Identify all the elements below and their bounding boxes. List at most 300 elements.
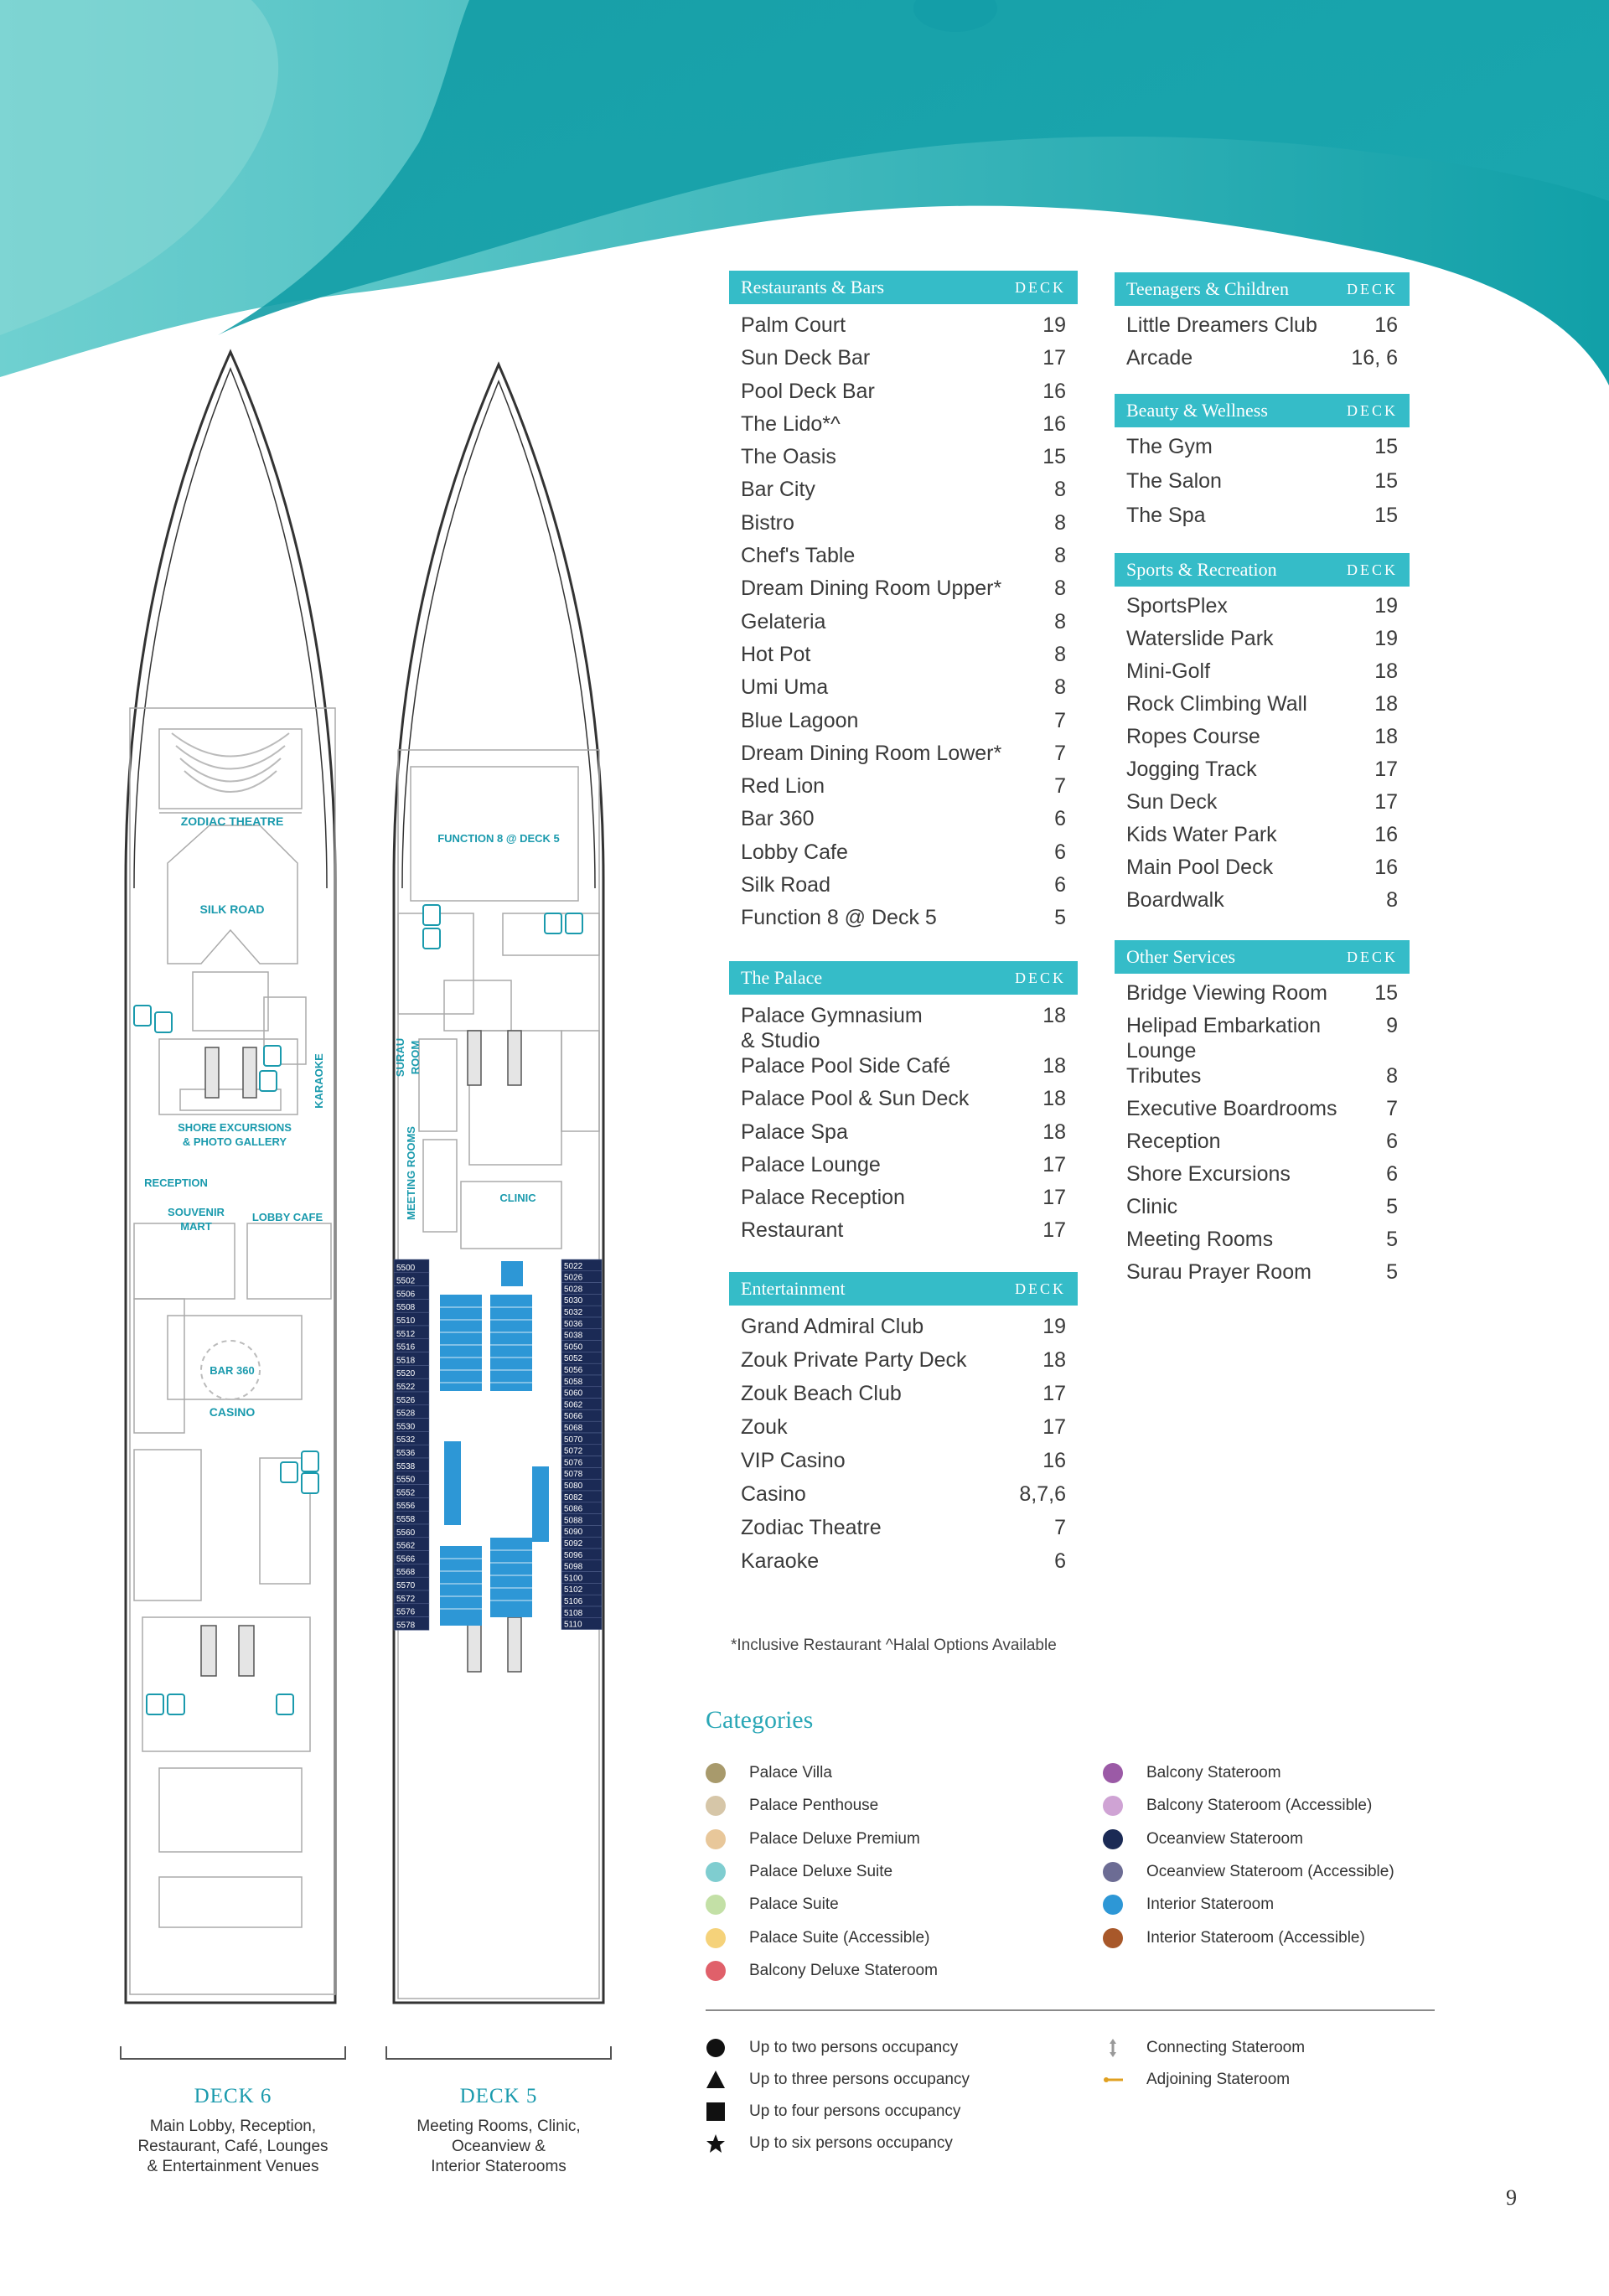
label-surau: SURAU [394, 1037, 406, 1078]
table-deck-header: DECK [1015, 1280, 1066, 1297]
table-row [1115, 789, 1410, 822]
venue-deck: 8 [1386, 1064, 1398, 1088]
venue-name: Arcade [1126, 346, 1193, 370]
venue-deck: 9 [1386, 1014, 1398, 1037]
venue-name: Gelateria [741, 609, 826, 633]
category-label: Balcony Stateroom (Accessible) [1146, 1797, 1373, 1815]
venue-deck: 16 [1042, 379, 1066, 403]
table-row [729, 609, 1078, 642]
venue-deck: 8 [1054, 478, 1066, 502]
deck5-bracket [385, 2046, 612, 2060]
venue-name: Zodiac Theatre [741, 1516, 882, 1539]
venue-name: Palm Court [741, 313, 846, 337]
stateroom-number: 5536 [396, 1449, 416, 1458]
category-label: Palace Penthouse [749, 1797, 879, 1815]
venue-name: The Lido*^ [741, 411, 841, 436]
venue-deck: 5 [1054, 906, 1066, 930]
occupancy-item-label: Up to six persons occupancy [749, 2134, 953, 2152]
stateroom-number: 5092 [564, 1539, 583, 1549]
stateroom-number: 5066 [564, 1412, 583, 1422]
square-icon [706, 2102, 726, 2122]
connection-item-label: Adjoining Stateroom [1146, 2071, 1291, 2088]
connecting-icon [1103, 2038, 1123, 2058]
stateroom-number: 5102 [564, 1585, 583, 1595]
table-row [1115, 313, 1410, 345]
venue-deck: 17 [1042, 1152, 1066, 1176]
venue-name: Reception [1126, 1130, 1221, 1153]
label-mart: MART [180, 1220, 212, 1233]
connection-item-label: Connecting Stateroom [1146, 2039, 1306, 2056]
category-swatch-icon [706, 1862, 726, 1882]
stateroom-number: 5052 [564, 1354, 583, 1364]
venue-name: Little Dreamers Club [1126, 313, 1317, 337]
venue-deck: 7 [1054, 1516, 1066, 1539]
stateroom-number: 5552 [396, 1488, 416, 1498]
venue-name: Pool Deck Bar [741, 379, 875, 403]
table-deck-header: DECK [1347, 561, 1398, 578]
deck6-bracket [120, 2046, 346, 2060]
stateroom-number: 5022 [564, 1261, 583, 1271]
venue-name: Sun Deck Bar [741, 346, 871, 370]
venue-deck: 8 [1386, 888, 1398, 912]
venue-deck: 16 [1042, 411, 1066, 436]
stateroom-number: 5570 [396, 1581, 416, 1590]
table-row [729, 1086, 1078, 1119]
table-row [1115, 757, 1410, 789]
table-header [1115, 940, 1410, 974]
stateroom-number: 5110 [564, 1620, 582, 1630]
table-row [729, 840, 1078, 872]
table-row [1115, 822, 1410, 855]
venue-deck: 17 [1042, 1382, 1066, 1405]
venue-name: Casino [741, 1482, 806, 1506]
venue-deck: 8 [1054, 544, 1066, 568]
table-row [729, 872, 1078, 905]
stateroom-number: 5038 [564, 1331, 583, 1341]
venue-deck: 16 [1374, 313, 1398, 337]
venue-name: Clinic [1126, 1195, 1178, 1218]
deck5-description-line: Oceanview & [452, 2138, 546, 2155]
venue-name: Bar 360 [741, 807, 815, 831]
venue-deck: 18 [1042, 1054, 1066, 1078]
venue-name: Zouk Private Party Deck [741, 1348, 967, 1372]
venue-deck: 18 [1374, 692, 1398, 716]
table-row [729, 345, 1078, 378]
category-item [706, 1895, 839, 1915]
table-row [729, 1482, 1078, 1515]
page-number: 9 [1506, 2185, 1517, 2210]
category-swatch-icon [1103, 1862, 1123, 1882]
venue-name: Bar City [741, 478, 815, 502]
venue-name: Palace Gymnasium & Studio [741, 1004, 923, 1052]
venue-name: The Salon [1126, 469, 1222, 493]
table-title: Beauty & Wellness [1126, 400, 1268, 421]
table-beauty-wellness [1115, 394, 1410, 537]
circle-icon [706, 2038, 726, 2058]
category-label: Oceanview Stateroom [1146, 1829, 1303, 1848]
stateroom-number: 5030 [564, 1296, 583, 1306]
label-reception: RECEPTION [144, 1176, 208, 1189]
occupancy-item-label: Up to two persons occupancy [749, 2039, 959, 2056]
star-icon [706, 2133, 726, 2154]
venue-name: Palace Pool & Sun Deck [741, 1087, 970, 1111]
venue-deck: 8 [1054, 609, 1066, 633]
stateroom-number: 5560 [396, 1528, 416, 1538]
venue-deck: 8 [1054, 675, 1066, 700]
table-row [729, 708, 1078, 741]
table-row [1115, 1013, 1410, 1063]
venue-deck: 6 [1054, 840, 1066, 864]
venue-name: Main Pool Deck [1126, 856, 1274, 879]
venue-name: Umi Uma [741, 675, 829, 700]
footnote: *Inclusive Restaurant ^Halal Options Available [731, 1637, 1057, 1654]
venue-deck: 15 [1374, 469, 1398, 493]
deck5-cabins-right [561, 1259, 602, 1630]
category-item [1103, 1862, 1394, 1882]
deck5-title: DECK 5 [459, 2085, 538, 2107]
table-row [1115, 691, 1410, 724]
venue-deck: 5 [1386, 1228, 1398, 1251]
label-zodiac-theatre: ZODIAC THEATRE [180, 814, 284, 828]
stateroom-number: 5516 [396, 1342, 416, 1352]
stateroom-number: 5080 [564, 1482, 583, 1491]
venue-deck: 8,7,6 [1019, 1482, 1066, 1506]
venue-name: SportsPlex [1126, 594, 1228, 618]
venue-name: Ropes Course [1126, 725, 1260, 748]
venue-deck: 8 [1054, 577, 1066, 601]
venue-name: Jogging Track [1126, 758, 1257, 781]
venue-deck: 17 [1042, 1218, 1066, 1243]
stateroom-number: 5100 [564, 1574, 583, 1584]
venue-deck: 16, 6 [1351, 346, 1398, 370]
table-row [729, 905, 1078, 938]
table-row [729, 1218, 1078, 1250]
stateroom-number: 5558 [396, 1515, 416, 1524]
connection-item [1103, 2038, 1305, 2058]
table-row [729, 773, 1078, 806]
label-lobby-cafe: LOBBY CAFE [251, 1211, 323, 1223]
venue-name: Restaurant [741, 1218, 844, 1243]
venue-deck: 18 [1042, 1348, 1066, 1372]
table-row [1115, 724, 1410, 757]
venue-name: Kids Water Park [1126, 823, 1277, 846]
table-title: Other Services [1126, 946, 1236, 967]
table-row [729, 1515, 1078, 1549]
table-row [1115, 1161, 1410, 1194]
stateroom-number: 5060 [564, 1388, 583, 1399]
category-swatch-icon [706, 1796, 726, 1816]
deck5-description-line: Meeting Rooms, Clinic, [416, 2118, 581, 2135]
occupancy-item [706, 2038, 958, 2058]
table-row [729, 1053, 1078, 1086]
stateroom-number: 5108 [564, 1608, 583, 1618]
venue-deck: 16 [1374, 823, 1398, 846]
stateroom-number: 5070 [564, 1435, 583, 1445]
stateroom-number: 5522 [396, 1383, 416, 1392]
table-row [729, 1120, 1078, 1152]
venue-deck: 7 [1386, 1097, 1398, 1120]
venue-name: Surau Prayer Room [1126, 1260, 1312, 1284]
label-casino: CASINO [209, 1405, 256, 1419]
stateroom-number: 5530 [396, 1422, 416, 1432]
table-header [1115, 394, 1410, 427]
category-label: Palace Deluxe Premium [749, 1829, 920, 1848]
table-row [729, 543, 1078, 576]
venue-deck: 6 [1386, 1130, 1398, 1153]
venue-name: Tributes [1126, 1064, 1202, 1088]
occupancy-item [706, 2133, 953, 2154]
category-item [706, 1763, 832, 1783]
stateroom-number: 5058 [564, 1377, 583, 1387]
category-label: Balcony Stateroom [1146, 1764, 1281, 1781]
table-row [729, 411, 1078, 444]
table-header [729, 961, 1078, 995]
table-row [729, 1314, 1078, 1347]
venue-name: Lobby Cafe [741, 840, 848, 864]
stateroom-number: 5106 [564, 1597, 583, 1606]
venue-deck: 17 [1374, 790, 1398, 814]
category-label: Palace Villa [749, 1764, 832, 1781]
table-row [1115, 468, 1410, 503]
venue-name: VIP Casino [741, 1449, 846, 1472]
table-row [729, 379, 1078, 411]
category-swatch-icon [1103, 1763, 1123, 1783]
stateroom-number: 5096 [564, 1550, 583, 1560]
venue-name: Helipad Embarkation Lounge [1126, 1014, 1322, 1063]
venue-deck: 7 [1054, 774, 1066, 799]
category-item [706, 1796, 878, 1816]
stateroom-number: 5026 [564, 1273, 583, 1283]
stateroom-number: 5538 [396, 1461, 416, 1471]
stateroom-number: 5562 [396, 1541, 416, 1551]
deck-plans [109, 344, 629, 2045]
stateroom-number: 5518 [396, 1356, 416, 1366]
venue-name: Waterslide Park [1126, 627, 1274, 650]
table-row [1115, 345, 1410, 378]
table-row [1115, 1259, 1410, 1292]
stateroom-number: 5526 [396, 1395, 416, 1405]
venue-name: Zouk Beach Club [741, 1382, 902, 1405]
venue-deck: 19 [1042, 313, 1066, 337]
venue-deck: 8 [1054, 642, 1066, 666]
venue-deck: 5 [1386, 1195, 1398, 1218]
deck6-description [111, 2117, 354, 2177]
label-clinic: CLINIC [499, 1192, 536, 1204]
categories-title: Categories [706, 1706, 814, 1734]
table-row [1115, 593, 1410, 626]
table-entertainment [729, 1272, 1078, 1582]
label-meeting-rooms: MEETING ROOMS [405, 1126, 417, 1220]
table-row [729, 1003, 1078, 1053]
table-deck-header: DECK [1015, 278, 1066, 296]
stateroom-number: 5520 [396, 1369, 416, 1379]
label-surau-room: ROOM [409, 1040, 422, 1075]
legend-divider [706, 2009, 1435, 2011]
venue-name: The Spa [1126, 504, 1206, 527]
table-row [729, 675, 1078, 707]
venue-name: Sun Deck [1126, 790, 1218, 814]
venue-deck: 17 [1042, 1415, 1066, 1439]
stateroom-number: 5510 [396, 1316, 416, 1326]
category-item [1103, 1796, 1372, 1816]
table-row [1115, 1227, 1410, 1259]
table-header [1115, 272, 1410, 306]
category-item [1103, 1895, 1274, 1915]
venue-name: Shore Excursions [1126, 1162, 1291, 1186]
deck5-description [377, 2117, 620, 2177]
table-row [729, 1152, 1078, 1185]
stateroom-number: 5512 [396, 1329, 416, 1339]
table-row [729, 477, 1078, 509]
venue-deck: 6 [1054, 807, 1066, 831]
table-header [1115, 553, 1410, 587]
venue-name: Executive Boardrooms [1126, 1097, 1337, 1120]
category-swatch-icon [1103, 1796, 1123, 1816]
table-deck-header: DECK [1015, 969, 1066, 986]
table-row [729, 510, 1078, 543]
stateroom-number: 5068 [564, 1424, 583, 1433]
table-deck-header: DECK [1347, 948, 1398, 965]
stateroom-number: 5082 [564, 1492, 583, 1502]
venue-name: Dream Dining Room Upper* [741, 577, 1002, 601]
venue-name: Hot Pot [741, 642, 811, 666]
category-item [1103, 1763, 1281, 1783]
venue-name: Blue Lagoon [741, 708, 859, 732]
stateroom-number: 5568 [396, 1568, 416, 1578]
category-item [1103, 1928, 1365, 1948]
stateroom-number: 5508 [396, 1303, 416, 1313]
venue-name: Silk Road [741, 873, 830, 897]
label-silk-road: SILK ROAD [199, 902, 265, 916]
table-row [1115, 1063, 1410, 1096]
category-label: Palace Suite (Accessible) [749, 1928, 930, 1947]
venue-deck: 17 [1374, 758, 1398, 781]
venue-name: Palace Pool Side Café [741, 1054, 951, 1078]
table-row [729, 741, 1078, 773]
venue-name: Grand Admiral Club [741, 1315, 924, 1338]
table-row [729, 576, 1078, 608]
category-label: Palace Suite [749, 1895, 839, 1914]
venue-deck: 15 [1374, 435, 1398, 458]
table-header [729, 271, 1078, 304]
venue-name: The Gym [1126, 435, 1213, 458]
venue-deck: 15 [1374, 981, 1398, 1005]
table-row [729, 313, 1078, 345]
table-title: The Palace [741, 967, 823, 988]
venue-deck: 18 [1042, 1087, 1066, 1111]
table-other-services [1115, 940, 1410, 1292]
category-label: Balcony Deluxe Stateroom [749, 1961, 938, 1979]
occupancy-item [706, 2070, 970, 2090]
table-row [729, 1185, 1078, 1218]
venue-name: Palace Reception [741, 1186, 905, 1210]
stateroom-number: 5556 [396, 1502, 416, 1512]
table-title: Sports & Recreation [1126, 559, 1277, 580]
label-souvenir: SOUVENIR [168, 1206, 225, 1218]
venue-deck: 16 [1374, 856, 1398, 879]
table-teenagers-children [1115, 272, 1410, 378]
stateroom-number: 5050 [564, 1342, 583, 1352]
table-row [1115, 659, 1410, 691]
label-karaoke: KARAOKE [313, 1053, 325, 1109]
table-row [729, 1414, 1078, 1448]
venue-deck: 6 [1054, 873, 1066, 897]
table-the-palace [729, 961, 1078, 1251]
table-row [729, 444, 1078, 477]
category-swatch-icon [706, 1763, 726, 1783]
venue-name: Red Lion [741, 774, 825, 799]
stateroom-number: 5028 [564, 1285, 583, 1295]
venue-name: Rock Climbing Wall [1126, 692, 1307, 716]
table-row [729, 1549, 1078, 1582]
venue-name: Chef's Table [741, 544, 856, 568]
table-row [1115, 626, 1410, 659]
stateroom-number: 5090 [564, 1528, 583, 1538]
venue-deck: 19 [1374, 594, 1398, 618]
venue-name: Zouk [741, 1415, 788, 1439]
triangle-icon [706, 2070, 726, 2090]
stateroom-number: 5532 [396, 1435, 416, 1445]
venue-deck: 17 [1042, 1186, 1066, 1210]
venue-deck: 18 [1042, 1120, 1066, 1144]
venue-name: Boardwalk [1126, 888, 1224, 912]
category-label: Palace Deluxe Suite [749, 1862, 893, 1880]
stateroom-number: 5578 [396, 1621, 416, 1631]
venue-deck: 6 [1386, 1162, 1398, 1186]
venue-name: Bridge Viewing Room [1126, 981, 1327, 1005]
venue-name: Palace Spa [741, 1120, 848, 1144]
stateroom-number: 5088 [564, 1516, 583, 1526]
venue-deck: 18 [1042, 1004, 1066, 1027]
venue-deck: 19 [1374, 627, 1398, 650]
table-row [1115, 887, 1410, 920]
stateroom-number: 5528 [396, 1409, 416, 1419]
venue-deck: 19 [1042, 1315, 1066, 1338]
stateroom-number: 5566 [396, 1554, 416, 1564]
table-title: Restaurants & Bars [741, 277, 885, 297]
deck5-hull [394, 365, 603, 2003]
category-label: Oceanview Stateroom (Accessible) [1146, 1862, 1394, 1880]
stateroom-number: 5098 [564, 1562, 583, 1572]
venue-name: Mini-Golf [1126, 659, 1211, 683]
occupancy-item-label: Up to four persons occupancy [749, 2102, 961, 2120]
table-row [729, 642, 1078, 675]
table-row [1115, 503, 1410, 537]
table-row [729, 1347, 1078, 1381]
venue-name: Meeting Rooms [1126, 1228, 1274, 1251]
table-deck-header: DECK [1347, 280, 1398, 297]
category-label: Interior Stateroom [1146, 1895, 1275, 1914]
stateroom-number: 5036 [564, 1319, 583, 1329]
venue-deck: 18 [1374, 659, 1398, 683]
stateroom-number: 5086 [564, 1504, 583, 1514]
stateroom-number: 5076 [564, 1458, 583, 1468]
venue-name: Bistro [741, 510, 794, 535]
category-item [1103, 1829, 1303, 1849]
category-swatch-icon [706, 1928, 726, 1948]
category-swatch-icon [706, 1829, 726, 1849]
table-row [1115, 1129, 1410, 1161]
table-header [729, 1272, 1078, 1306]
deck6-description-line: Restaurant, Café, Lounges [137, 2138, 329, 2155]
stateroom-number: 5576 [396, 1607, 416, 1617]
venue-deck: 17 [1042, 346, 1066, 370]
venue-deck: 7 [1054, 741, 1066, 765]
table-title: Entertainment [741, 1278, 846, 1299]
venue-name: Karaoke [741, 1549, 820, 1573]
venue-deck: 5 [1386, 1260, 1398, 1284]
stateroom-number: 5056 [564, 1366, 583, 1375]
